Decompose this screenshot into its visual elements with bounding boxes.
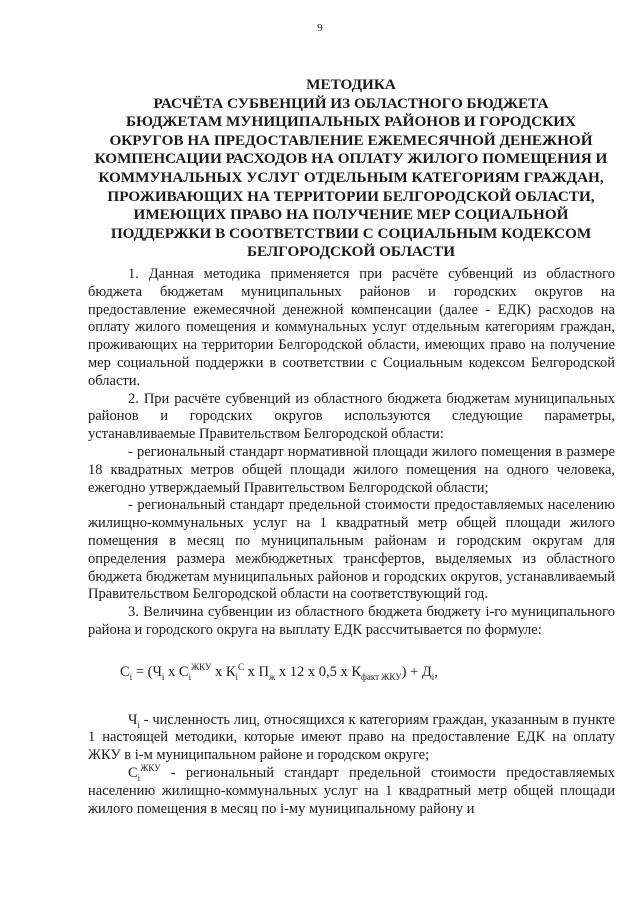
formula-sub: i [235,671,239,682]
definition-text: - численность лиц, относящихся к категориям граждан, указанным в пункте 1 настоящей методики, которые имеют право на предоставление ЕДК на оплату ЖКУ в i-м муниципальном районе и городском округе; [88,711,615,764]
title-line: ОКРУГОВ НА ПРЕДОСТАВЛЕНИЕ ЕЖЕМЕСЯЧНОЙ ДЕНЕЖНОЙ [109,131,593,149]
definition-symbol: Ч [128,711,138,728]
title-line: ИМЕЮЩИХ ПРАВО НА ПОЛУЧЕНИЕ МЕР СОЦИАЛЬНОЙ [133,206,569,224]
paragraph-1: 1. Данная методика применяется при расчёте субвенций из областного бюджета бюджетам муниципальных районов и городских округов на предоставление ежемесячной денежной компенсации (далее - ЕДК) расходов на оплату жилого помещения и коммунальных услуг отдельным категориям граждан, проживающих на территории Белгородской области, имеющих право на получение мер социальной поддержки в соответствии с Социальным кодексом Белгородской области. [88,266,615,389]
title-line: КОМПЕНСАЦИИ РАСХОДОВ НА ОПЛАТУ ЖИЛОГО ПОМЕЩЕНИЯ И [94,150,608,168]
formula-part: = (Ч [132,663,162,680]
formula-sub: i [129,671,133,682]
paragraph-bullet-2: - региональный стандарт предельной стоимости предоставляемых населению жилищно-коммунальных услуг на 1 квадратный метр общей площади жилого помещения в месяц по муниципальным районам и городским округам для определения размера межбюджетных трансфертов, выделяемых из областного бюджета бюджетам муниципальных районов и городских округов, устанавливаемый Правительством Белгородской области на соответствующий год. [88,497,615,603]
title-line: БЮДЖЕТАМ МУНИЦИПАЛЬНЫХ РАЙОНОВ И ГОРОДСКИХ [125,113,577,131]
formula-part: x К [211,663,236,680]
definition-c-zhku [88,765,615,818]
paragraph-3: 3. Величина субвенции из областного бюджета бюджету i-го муниципального района и городского округа на выплату ЕДК рассчитывается по формуле: [88,604,615,638]
paragraph-2: 2. При расчёте субвенций из областного бюджета бюджетам муниципальных районов и городских округов используются следующие параметры, устанавливаемые Правительством Белгородской области: [88,390,615,443]
definition-sup: ЖКУ [140,763,161,774]
definition-ch [88,712,615,765]
definition-symbol: С [128,764,138,781]
formula-part: x П [244,663,270,680]
formula-sub: i [161,671,165,682]
title-line: ПРОЖИВАЮЩИХ НА ТЕРРИТОРИИ БЕЛГОРОДСКОЙ ОБЛАСТИ, [107,187,595,205]
title-line: КОММУНАЛЬНЫХ УСЛУГ ОТДЕЛЬНЫМ КАТЕГОРИЯМ ГРАЖДАН, [98,168,604,186]
definition-text: - региональный стандарт предельной стоимости предоставляемых населению жилищно-коммунальных услуг на 1 квадратный метр общей площади жилого помещения в месяц по i-му муниципальному району и [88,764,615,817]
formula-sup: ЖКУ [191,661,212,672]
title-line: РАСЧЁТА СУБВЕНЦИЙ ИЗ ОБЛАСТНОГО БЮДЖЕТА [153,94,549,112]
document-title [86,76,616,262]
formula-part: x С [164,663,189,680]
definition-sub: i [137,772,141,783]
formula-sub: ж [269,671,276,682]
title-line: МЕТОДИКА [306,76,396,93]
formula-part: , [434,663,438,680]
paragraph-bullet-1: - региональный стандарт нормативной площади жилого помещения в размере 18 квадратных метров общей площади жилого помещения на одного человека, ежегодно утверждаемый Правительством Белгородской области; [88,443,615,496]
title-line: БЕЛГОРОДСКОЙ ОБЛАСТИ [246,243,456,261]
formula-sup: С [238,661,245,672]
document-body [88,266,615,818]
title-line: ПОДДЕРЖКИ В СООТВЕТСТВИИ С СОЦИАЛЬНЫМ КОДЕКСОМ [110,224,592,242]
subvention-formula [88,661,615,682]
definition-sub: i [137,719,140,730]
formula-sub: факт ЖКУ [361,671,402,682]
page-number: 9 [317,22,323,34]
formula-part: ) + Д [401,663,432,680]
formula-part: C [120,663,130,680]
formula-sub: i [431,671,435,682]
formula-sub: i [188,671,192,682]
formula-part: x 12 x 0,5 x К [275,663,362,680]
